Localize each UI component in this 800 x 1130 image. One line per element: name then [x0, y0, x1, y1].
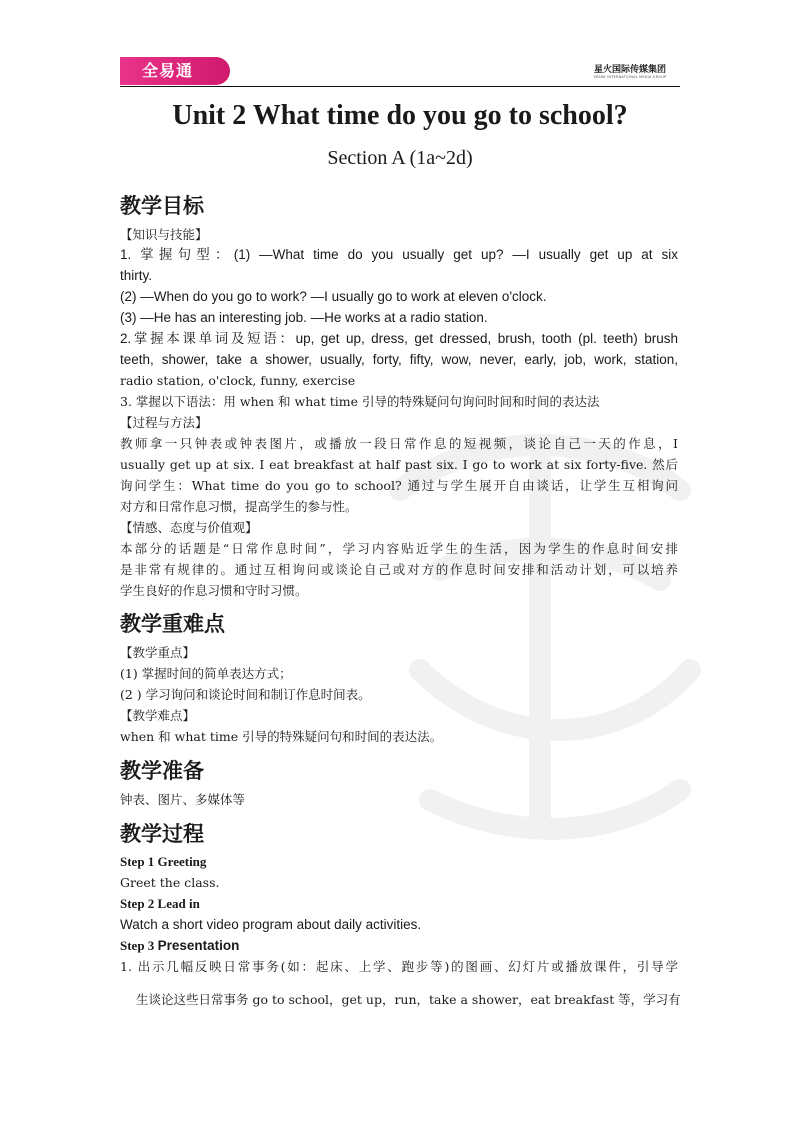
preparation-text: 钟表、图片、多媒体等: [120, 792, 246, 807]
objective-line: teeth, shower, take a shower, usually, forty, fifty, wow, never, early, job, work, station,: [120, 352, 678, 367]
label-key-points: 【教学重点】: [120, 645, 196, 660]
process-paragraph-line: usually get up at six. I eat breakfast at half past six. I go to work at six forty-five. 然后: [120, 457, 678, 472]
key-point-item: (1) 掌握时间的简单表达方式；: [120, 666, 292, 681]
heading-objectives: 教学目标: [120, 194, 204, 218]
heading-procedure: 教学过程: [120, 822, 204, 846]
label-emotion: 【情感、态度与价值观】: [120, 520, 258, 535]
step-1-title: Step 1 Greeting: [120, 854, 207, 869]
objective-line: (2) —When do you go to work? —I usually go to work at eleven o'clock.: [120, 289, 547, 304]
step-1-text: Greet the class.: [120, 875, 220, 890]
header-divider: [120, 86, 680, 87]
objective-line: 2.掌握本课单词及短语：up, get up, dress, get dressed, brush, tooth (pl. teeth) brush: [120, 331, 678, 346]
objective-line: radio station, o'clock, funny, exercise: [120, 373, 356, 388]
publisher-name-en: SPARK INTERNATIONAL MEDIA GROUP: [593, 75, 667, 79]
process-paragraph-line: 对方和日常作息习惯，提高学生的参与性。: [120, 499, 358, 514]
page-title: Unit 2 What time do you go to school?: [172, 100, 628, 131]
emotion-paragraph-line: 学生良好的作息习惯和守时习惯。: [120, 583, 308, 598]
heading-key-points: 教学重难点: [120, 612, 225, 636]
objective-line: 3. 掌握以下语法：用 when 和 what time 引导的特殊疑问句询问时间和时间的表达法: [120, 394, 600, 409]
objective-line: 1. 掌握句型：(1) —What time do you usually get up? —I usually get up at six: [120, 247, 678, 262]
page-subtitle: Section A (1a~2d): [327, 147, 473, 169]
objective-line: (3) —He has an interesting job. —He works at a radio station.: [120, 310, 488, 325]
heading-preparation: 教学准备: [120, 759, 204, 783]
emotion-paragraph-line: 是非常有规律的。通过互相询问或谈论自己或对方的作息时间安排和活动计划，可以培养: [120, 562, 678, 577]
step-3-title: [120, 936, 239, 956]
step-2-text: Watch a short video program about daily activities.: [120, 917, 422, 932]
process-paragraph-line: 询问学生：What time do you go to school? 通过与学生展开自由谈话，让学生互相询问: [120, 478, 678, 493]
label-process: 【过程与方法】: [120, 415, 208, 430]
emotion-paragraph-line: 本部分的话题是“日常作息时间”，学习内容贴近学生的生活，因为学生的作息时间安排: [120, 541, 678, 556]
step-3-line: 生谈论这些日常事务 go to school，get up，run，take a shower，eat breakfast 等，学习有: [136, 992, 681, 1007]
brand-logo: 全易通: [120, 57, 230, 85]
process-paragraph-line: 教师拿一只钟表或钟表图片，或播放一段日常作息的短视频，谈论自己一天的作息，I: [120, 436, 678, 451]
label-knowledge: 【知识与技能】: [120, 227, 208, 242]
objective-line: thirty.: [120, 268, 153, 283]
step-3-word: Presentation: [157, 938, 240, 953]
step-3-prefix: Step 3: [120, 938, 158, 953]
step-3-line: 1. 出示几幅反映日常事务(如：起床、上学、跑步等)的图画、幻灯片或播放课件，引导学: [120, 959, 678, 974]
key-point-item: (2 ) 学习询问和谈论时间和制订作息时间表。: [120, 687, 371, 702]
difficult-point-item: when 和 what time 引导的特殊疑问句和时间的表达法。: [120, 729, 443, 744]
publisher-name: 星火国际传媒集团: [593, 65, 666, 75]
label-difficult-points: 【教学难点】: [120, 708, 196, 723]
step-2-title: Step 2 Lead in: [120, 896, 200, 911]
